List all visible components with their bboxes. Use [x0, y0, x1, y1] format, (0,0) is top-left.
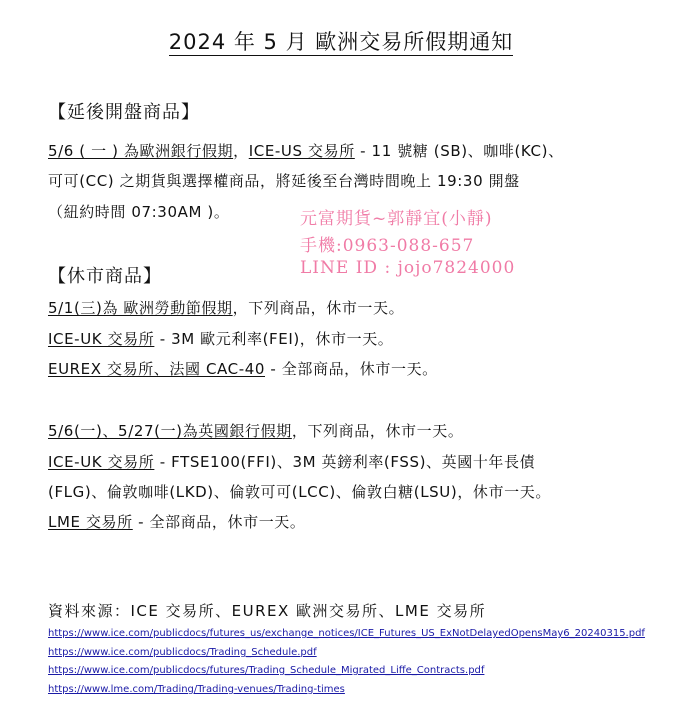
- source-link-ice-liffe-schedule[interactable]: https://www.ice.com/publicdocs/futures/Trading_Schedule_Migrated_Liffe_Contracts.pdf: [48, 665, 485, 676]
- watermark-line-id: LINE ID : jojo7824000: [300, 258, 516, 278]
- delayed-line-3: （紐約時間 07:30AM )。: [48, 203, 230, 221]
- closed-line-b: [48, 328, 393, 349]
- delayed-line-2: 可可(CC) 之期貨與選擇權商品，將延後至台灣時間晚上 19:30 開盤: [48, 172, 520, 190]
- source-link-ice-us-notice[interactable]: https://www.ice.com/publicdocs/futures_us/exchange_notices/ICE_Futures_US_ExNotDelayedOpensMay6_20240315.pdf: [48, 628, 645, 639]
- delayed-exchange: ICE-US 交易所: [248, 142, 355, 160]
- closed-g-exchange: LME 交易所: [48, 513, 133, 531]
- closed-line-g: [48, 511, 306, 532]
- page-title: [0, 26, 682, 56]
- closed-b-rest: - 3M 歐元利率(FEI)，休市一天。: [154, 330, 394, 348]
- closed-c-exchange: EUREX 交易所、法國 CAC-40: [48, 360, 266, 378]
- closed-g-rest: - 全部商品，休市一天。: [132, 513, 306, 531]
- closed-line-a: [48, 297, 404, 318]
- delayed-products: - 11 號糖 (SB)、咖啡(KC)、: [354, 142, 564, 160]
- closed-c-rest: - 全部商品，休市一天。: [265, 360, 438, 378]
- closed-e-rest: - FTSE100(FFI)、3M 英鎊利率(FSS)、英國十年長債: [154, 453, 536, 471]
- watermark-phone: 手機:0963-088-657: [300, 236, 475, 256]
- watermark-name: 元富期貨~郭靜宜(小靜): [300, 209, 493, 229]
- closed-line-d: [48, 420, 463, 441]
- page-title-text: 2024 年 5 月 歐洲交易所假期通知: [168, 30, 514, 54]
- closed-e-exchange: ICE-UK 交易所: [48, 453, 155, 471]
- delayed-line-1: [48, 140, 564, 161]
- delayed-sep: ，: [233, 142, 249, 160]
- closed-d-date: 5/6(一)、5/27(一)為英國銀行假期: [48, 422, 292, 440]
- closed-line-e: [48, 451, 535, 472]
- closed-line-c: [48, 358, 438, 379]
- delayed-heading: 【延後開盤商品】: [48, 102, 200, 123]
- closed-b-exchange: ICE-UK 交易所: [48, 330, 155, 348]
- source-link-ice-schedule[interactable]: https://www.ice.com/publicdocs/Trading_Schedule.pdf: [48, 647, 317, 658]
- closed-heading: 【休市商品】: [48, 266, 162, 287]
- source-label: 資料來源：ICE 交易所、EUREX 歐洲交易所、LME 交易所: [48, 602, 487, 620]
- closed-d-rest: ，下列商品，休市一天。: [291, 422, 464, 440]
- closed-line-f: (FLG)、倫敦咖啡(LKD)、倫敦可可(LCC)、倫敦白糖(LSU)，休市一天。: [48, 483, 551, 501]
- closed-a-rest: ，下列商品，休市一天。: [232, 299, 405, 317]
- closed-a-date: 5/1(三)為 歐洲勞動節假期: [48, 299, 233, 317]
- delayed-date: 5/6 ( 一 ) 為歐洲銀行假期: [48, 142, 234, 160]
- source-link-lme-times[interactable]: https://www.lme.com/Trading/Trading-venues/Trading-times: [48, 684, 345, 695]
